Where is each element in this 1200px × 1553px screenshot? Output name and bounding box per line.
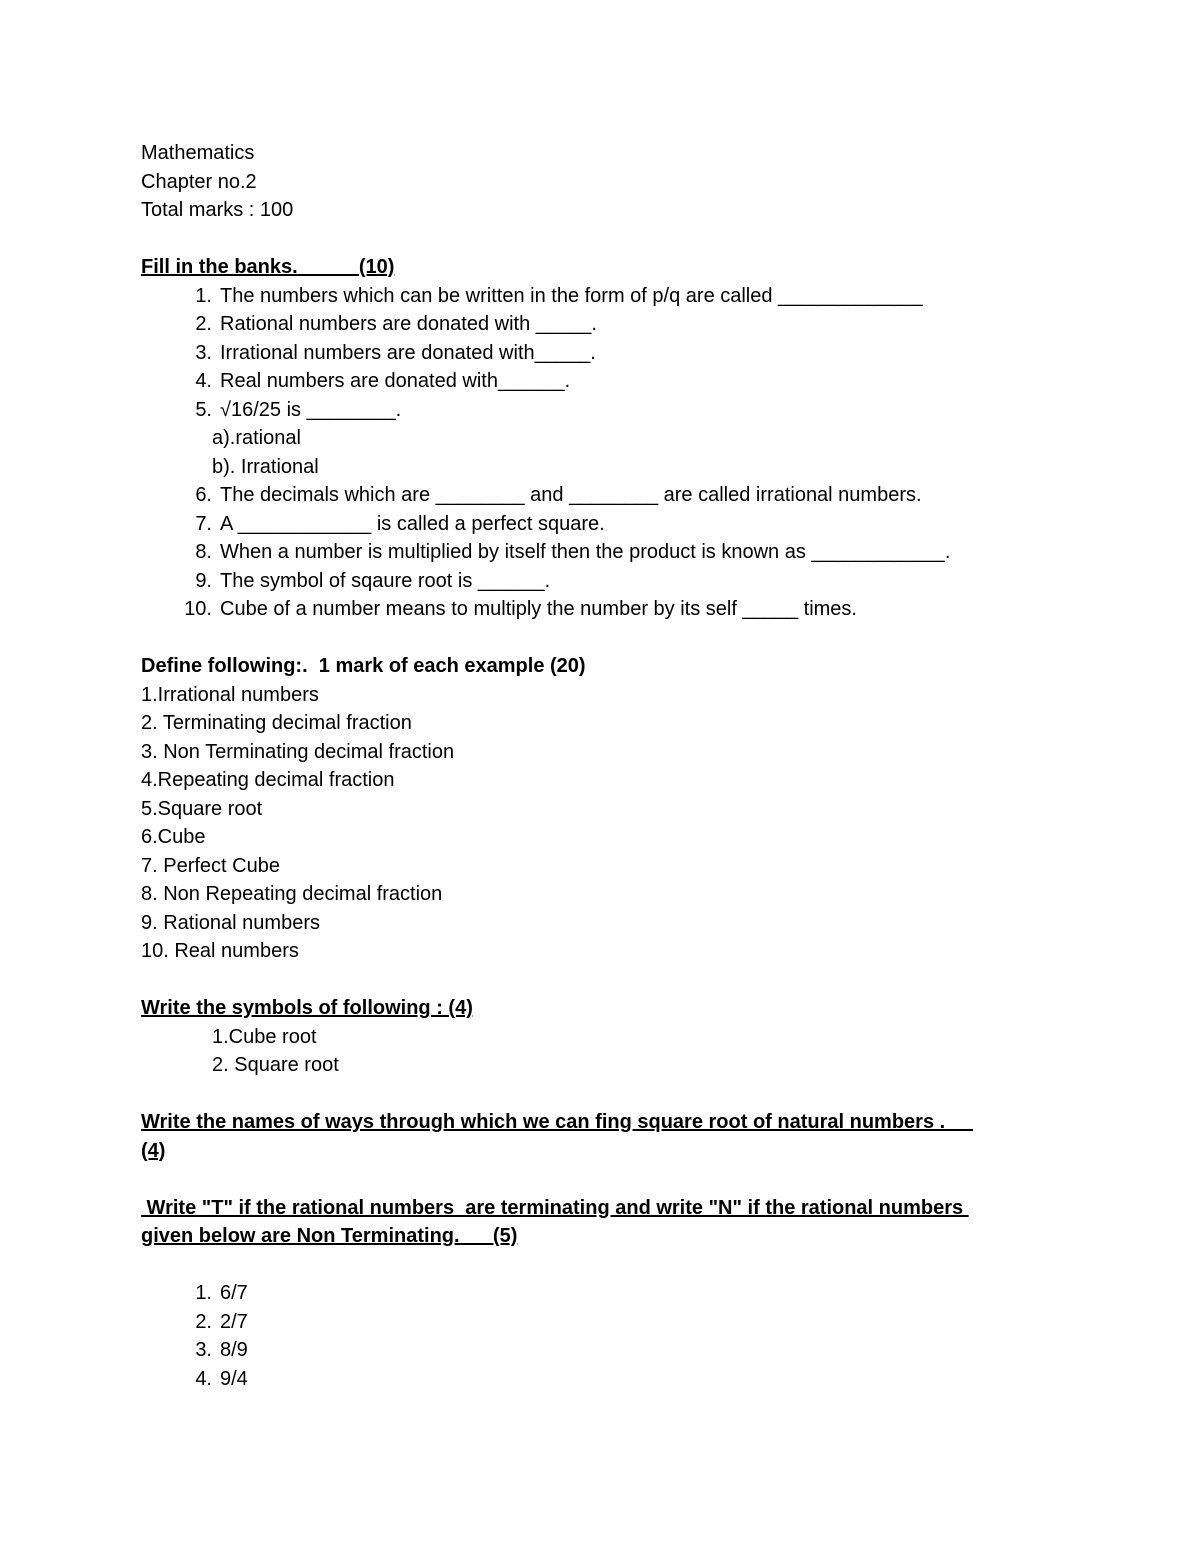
list-item: 1. The numbers which can be written in the form of p/q are called _____________ — [195, 284, 923, 307]
worksheet — [141, 139, 1071, 1393]
section-symbols-heading: Write the symbols of following : (4) — [141, 997, 473, 1019]
list-item: 10. Cube of a number means to multiply the number by its self _____ times. — [184, 598, 857, 620]
chapter-label: Chapter no.2 — [141, 170, 257, 193]
section-terminating-heading: Write "T" if the rational numbers are terminating and write "N" if the rational numbers — [141, 1196, 969, 1219]
list-item: 2. Rational numbers are donated with _____. — [195, 313, 597, 335]
list-item: 9. The symbol of sqaure root is ______. — [195, 569, 551, 592]
list-item: 7. A ____________ is called a perfect square. — [195, 512, 605, 535]
section-fill-blanks-heading: Fill in the banks. (10) — [141, 256, 395, 278]
list-item: 2. 2/7 — [195, 1310, 248, 1333]
fill-blanks-list — [141, 282, 1071, 624]
list-item: 3. Irrational numbers are donated with_____. — [195, 341, 596, 364]
list-item: 1.Cube root — [212, 1025, 317, 1048]
list-item: 1.Irrational numbers — [141, 683, 319, 706]
terminating-list — [141, 1279, 1071, 1393]
list-item: 10. Real numbers — [141, 940, 299, 962]
section-square-root-methods-heading: Write the names of ways through which we can fing square root of natural numbers . — [141, 1111, 973, 1133]
list-item: 5. √16/25 is ________. — [195, 398, 402, 421]
list-item: 4. 9/4 — [195, 1367, 248, 1390]
list-item: 5.Square root — [141, 797, 263, 820]
section-terminating-heading-line2: given below are Non Terminating. (5) — [141, 1225, 518, 1247]
subject-title: Mathematics — [141, 142, 255, 164]
section-define-heading: Define following:. 1 mark of each example (20) — [141, 655, 586, 677]
list-item: 7. Perfect Cube — [141, 854, 280, 877]
list-item: 3. 8/9 — [195, 1339, 248, 1361]
list-item: 8. When a number is multiplied by itself then the product is known as ____________. — [195, 541, 951, 563]
total-marks: Total marks : 100 — [141, 199, 294, 221]
list-item: 2. Terminating decimal fraction — [141, 712, 412, 734]
option-b: b). Irrational — [212, 455, 319, 478]
list-item: 9. Rational numbers — [141, 911, 320, 934]
list-item: 3. Non Terminating decimal fraction — [141, 740, 455, 763]
list-item: 6.Cube — [141, 826, 206, 848]
list-item: 4. Real numbers are donated with______. — [195, 370, 571, 392]
list-item: 8. Non Repeating decimal fraction — [141, 883, 443, 905]
list-item: 1. 6/7 — [195, 1282, 248, 1304]
list-item: 6. The decimals which are ________ and ________ are called irrational numbers. — [195, 484, 922, 506]
list-item: 4.Repeating decimal fraction — [141, 769, 395, 791]
section-square-root-methods-marks: (4) — [141, 1139, 166, 1162]
option-a: a).rational — [212, 427, 301, 449]
list-item: 2. Square root — [212, 1054, 339, 1076]
